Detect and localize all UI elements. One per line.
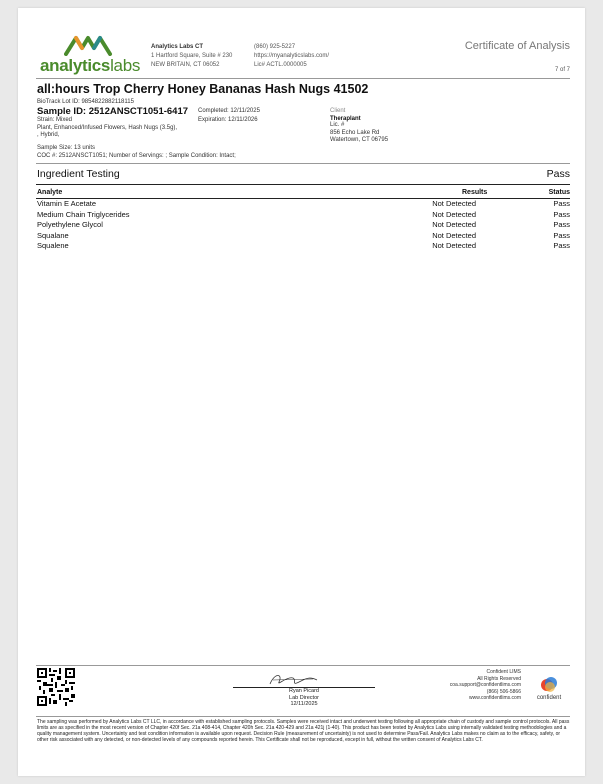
- client-label: Client: [330, 108, 346, 114]
- col-header-results: Results: [462, 189, 488, 196]
- lab-name: Analytics Labs CT: [151, 44, 204, 50]
- client-block: [330, 108, 388, 145]
- table-row: [36, 210, 570, 221]
- coc-info: COC #: 2512ANSCT1051; Number of Servings: ; Sample Condition: Intact;: [37, 152, 236, 159]
- client-license: Lic. #: [330, 122, 345, 128]
- table-row: [36, 199, 570, 210]
- document-title: Certificate of Analysis: [464, 40, 570, 52]
- logo-text-secondary: labs: [110, 56, 141, 75]
- result-value: Not Detected: [432, 209, 476, 219]
- status-value: Pass: [553, 220, 570, 230]
- category-line1: Plant, Enhanced/Infused Flowers, Hash Nugs (3.5g),: [37, 124, 178, 131]
- lab-phone: (860) 925-5227: [254, 44, 296, 50]
- sample-meta: [37, 145, 236, 160]
- section-title-ingredient-testing: Ingredient Testing: [37, 168, 120, 180]
- strain: Strain: Mixed: [37, 117, 73, 123]
- title-underline: [36, 184, 570, 185]
- table-row: [36, 231, 570, 242]
- biotrack-lot-id: BioTrack Lot ID: 9854822882118115: [37, 99, 134, 105]
- result-value: Not Detected: [432, 220, 476, 230]
- footer-divider: [36, 665, 570, 666]
- lab-license: Lic# ACTL.0000005: [254, 62, 307, 68]
- disclaimer-text: The sampling was performed by Analytics Labs CT LLC, in accordance with established sampling protocols. Samples were received intact and underwent testing following all appropriate chain of custody and sample control protocols. All pass limits are as specified in the most recent version of Chapter 420f Sec. 21a 408-414, Chapter 420h Sec. 21a 420-429 and 21a 421j (1-40). This product has been tested by Analytics Labs using internally validated testing methodologies and a quality management system. Uncertainty and test condition information is available upon request. Decision Rule (measurement of uncertainty) is not used to determine Pass/Fail. Analytics Labs makes no claim as to the efficacy, safety, or other risk associated with any detected, or non-detected levels of any compounds reported herein. This Certificate shall not be reproduced, except in full, without the written consent of Analytics Labs CT.: [37, 719, 570, 743]
- status-value: Pass: [553, 199, 570, 208]
- product-title: all:hours Trop Cherry Honey Bananas Hash Nugs 41502: [37, 82, 369, 96]
- lab-website[interactable]: https://myanalyticslabs.com/: [254, 53, 330, 59]
- confident-logo: [531, 675, 567, 701]
- lims-line4: (866) 506-5866: [486, 688, 521, 695]
- logo-text-primary: analytics: [40, 56, 111, 75]
- client-street: 856 Echo Lake Rd: [330, 129, 380, 136]
- lab-address-line1: 1 Hartford Square, Suite # 230: [151, 53, 233, 59]
- client-city: Watertown, CT 06795: [330, 137, 389, 143]
- lims-line3[interactable]: coa.support@confidentlims.com: [449, 682, 521, 688]
- category-line2: , Hybrid,: [37, 132, 60, 138]
- coa-page: [18, 8, 585, 776]
- section-divider: [36, 163, 570, 164]
- sample-id: Sample ID: 2512ANSCT1051-6417: [37, 106, 189, 117]
- lims-line2: All Rights Reserved: [477, 675, 521, 682]
- lab-address-line2: NEW BRITAIN, CT 06052: [151, 62, 220, 68]
- signer-block: [233, 688, 375, 708]
- result-value: Not Detected: [432, 230, 476, 240]
- signer-date: 12/11/2025: [290, 701, 318, 707]
- analyte-name: Polyethylene Glycol: [37, 220, 103, 230]
- col-header-analyte: Analyte: [37, 189, 63, 196]
- logo-mark-icon: [64, 34, 124, 56]
- client-name: Theraplant: [330, 116, 361, 122]
- lab-info: [151, 43, 232, 70]
- analyte-name: Vitamin E Acetate: [37, 199, 97, 208]
- table-row: [36, 220, 570, 231]
- status-value: Pass: [553, 209, 570, 219]
- analyte-name: Medium Chain Triglycerides: [37, 209, 130, 219]
- col-header-status: Status: [548, 189, 570, 196]
- expiration-date: Expiration: 12/11/2026: [198, 116, 258, 123]
- results-table: [36, 199, 570, 252]
- product-details: [37, 117, 177, 140]
- completed-date: Completed: 12/11/2025: [198, 108, 260, 114]
- header-divider: [36, 78, 570, 79]
- signer-name: Ryan Picard: [289, 688, 319, 694]
- signer-title: Lab Director: [289, 694, 319, 701]
- confident-label: confident: [536, 695, 562, 701]
- confident-logo-icon: [539, 675, 559, 695]
- lab-contact: [254, 43, 329, 70]
- dates: [198, 108, 260, 124]
- lims-line1: Confident LIMS: [486, 669, 521, 675]
- sample-size: Sample Size: 13 units: [37, 145, 96, 151]
- status-value: Pass: [553, 241, 570, 251]
- analyte-name: Squalane: [37, 230, 69, 240]
- status-value: Pass: [553, 230, 570, 240]
- lims-line5[interactable]: www.confidentlims.com: [469, 695, 521, 701]
- result-value: Not Detected: [432, 199, 476, 208]
- qr-code: [37, 668, 75, 706]
- page-number: 7 of 7: [554, 67, 570, 73]
- analyte-name: Squalene: [37, 241, 69, 251]
- table-row: [36, 241, 570, 252]
- lims-info: [450, 669, 521, 702]
- overall-status: Pass: [546, 168, 570, 180]
- result-value: Not Detected: [432, 241, 476, 251]
- disclaimer-divider: [36, 716, 570, 717]
- logo: [40, 34, 140, 78]
